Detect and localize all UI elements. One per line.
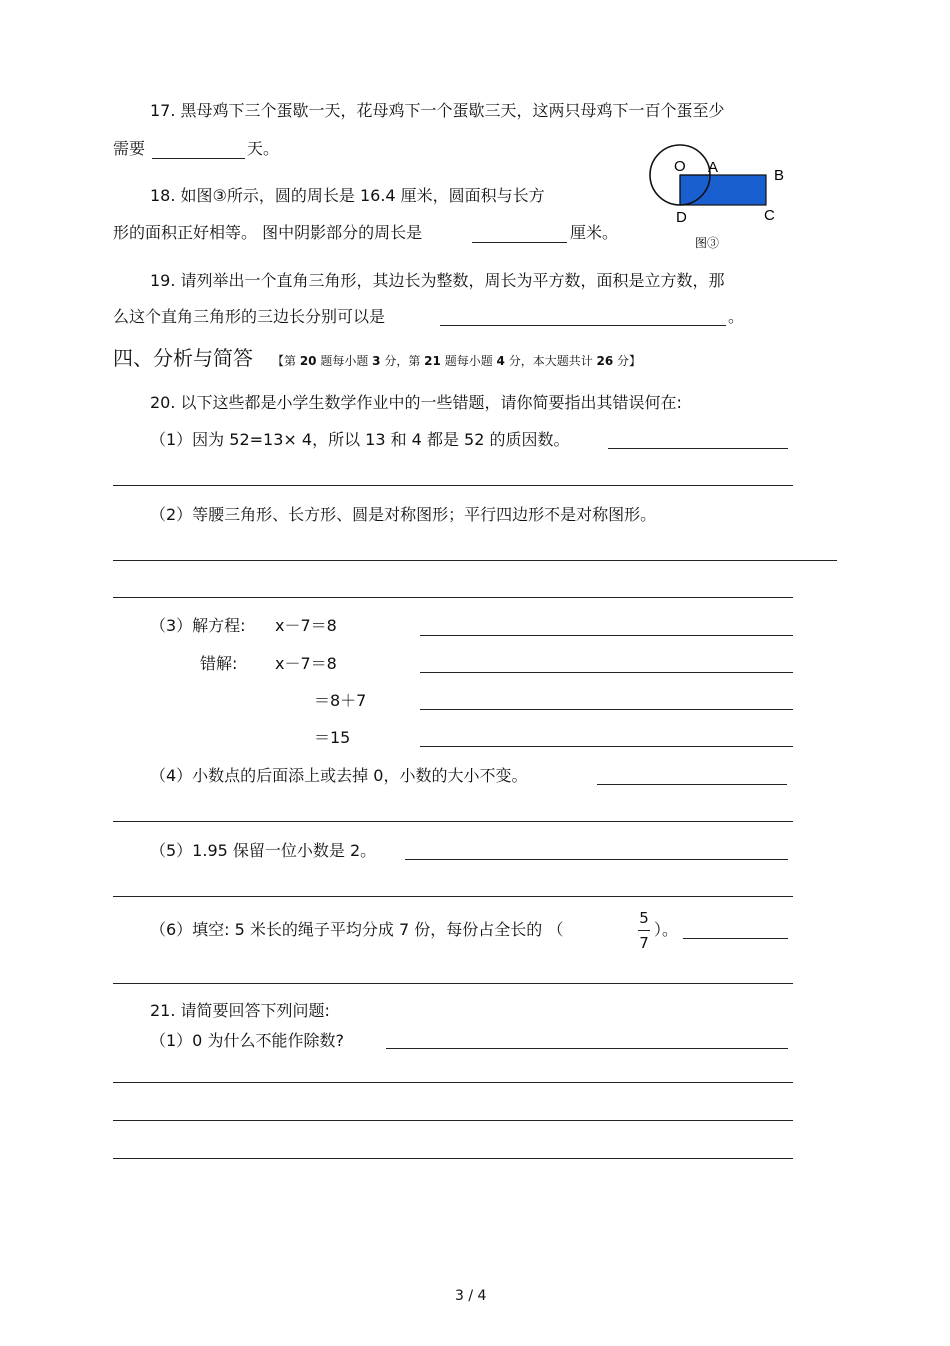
q20-sub6-blank[interactable]	[683, 938, 788, 939]
q20-sub3-wrong-label: 错解:	[200, 654, 238, 673]
note-num: 3	[372, 354, 381, 368]
q20-sub1-text: （1）因为 52=13× 4，所以 13 和 4 都是 52 的质因数。	[150, 430, 570, 449]
q20-sub1-answer-line[interactable]	[113, 485, 793, 486]
q20-sub2-answer-line-1[interactable]	[113, 560, 837, 561]
q17-text-line1: 17. 黑母鸡下三个蛋歇一天，花母鸡下一个蛋歇三天，这两只母鸡下一百个蛋至少	[150, 101, 725, 120]
q20-sub2-text: （2）等腰三角形、长方形、圆是对称图形；平行四边形不是对称图形。	[150, 505, 657, 524]
note-num: 20	[299, 354, 317, 368]
fraction-bar	[638, 930, 650, 931]
fraction-denominator: 7	[639, 934, 649, 952]
q20-sub3-answer-line-3[interactable]	[420, 709, 793, 710]
q21-sub1-blank[interactable]	[386, 1048, 788, 1049]
section-4-scoring-note	[272, 351, 641, 371]
q20-sub6-answer-line[interactable]	[113, 983, 793, 984]
q17-text-pre: 需要	[113, 139, 146, 158]
note-part: 分，第	[380, 354, 425, 368]
figure-3-diagram	[640, 140, 800, 260]
note-part: 题每小题	[440, 354, 497, 368]
q18-answer-blank[interactable]	[472, 242, 567, 243]
q21-answer-line-3[interactable]	[113, 1158, 793, 1159]
q20-sub3-wrong-step2: ＝8＋7	[314, 691, 367, 710]
label-a: A	[708, 159, 719, 176]
q21-intro: 21. 请简要回答下列问题:	[150, 1001, 330, 1020]
q20-sub5-blank[interactable]	[405, 859, 788, 860]
q20-sub4-blank[interactable]	[597, 784, 787, 785]
note-num: 21	[424, 354, 441, 368]
q20-sub6-text-post: ）。	[654, 920, 679, 939]
q20-sub6-text: （6）填空: 5 米长的绳子平均分成 7 份，每份占全长的 （	[150, 920, 564, 939]
q20-sub3-answer-line-4[interactable]	[420, 746, 793, 747]
q20-sub3-wrong-step3: ＝15	[314, 728, 351, 747]
page-number: 3 / 4	[455, 1288, 487, 1304]
label-o: O	[674, 158, 686, 175]
q19-text-line1: 19. 请列举出一个直角三角形，其边长为整数，周长为平方数，面积是立方数，那	[150, 271, 725, 290]
q20-sub3-label: （3）解方程:	[150, 616, 246, 635]
q21-answer-line-2[interactable]	[113, 1120, 793, 1121]
label-d: D	[676, 209, 687, 226]
q18-text-post: 厘米。	[570, 223, 619, 242]
section-4-title: 四、分析与简答	[113, 346, 253, 370]
note-part: 【第	[272, 354, 300, 368]
q19-text-end: 。	[728, 307, 745, 326]
q20-sub5-text: （5）1.95 保留一位小数是 2。	[150, 841, 377, 860]
q20-sub3-answer-line-2[interactable]	[420, 672, 793, 673]
label-c: C	[764, 207, 775, 224]
label-b: B	[774, 167, 785, 184]
q20-intro: 20. 以下这些都是小学生数学作业中的一些错题，请你简要指出其错误何在:	[150, 393, 682, 412]
note-num: 4	[496, 354, 505, 368]
shaded-rectangle	[680, 175, 766, 205]
note-num: 26	[596, 354, 614, 368]
q21-answer-line-1[interactable]	[113, 1082, 793, 1083]
q20-sub5-answer-line[interactable]	[113, 896, 793, 897]
figure-caption: 图③	[695, 236, 720, 250]
q18-text-line1: 18. 如图③所示，圆的周长是 16.4 厘米，圆面积与长方	[150, 186, 545, 205]
q20-sub4-text: （4）小数点的后面添上或去掉 0，小数的大小不变。	[150, 766, 528, 785]
q21-sub1-text: （1）0 为什么不能作除数?	[150, 1031, 344, 1050]
q17-text-post: 天。	[247, 139, 280, 158]
fraction-numerator: 5	[639, 909, 649, 927]
q20-sub4-answer-line[interactable]	[113, 821, 793, 822]
q20-sub3-wrong-step1: x－7＝8	[275, 654, 337, 673]
q20-sub3-answer-line-1[interactable]	[420, 635, 793, 636]
q17-answer-blank[interactable]	[152, 158, 245, 159]
note-part: 题每小题	[316, 354, 373, 368]
q20-sub1-blank[interactable]	[608, 448, 788, 449]
q19-text-line2: 么这个直角三角形的三边长分别可以是	[113, 307, 386, 326]
q19-answer-blank[interactable]	[440, 325, 726, 326]
note-part: 分，本大题共计	[504, 354, 597, 368]
q18-text-line2: 形的面积正好相等。 图中阴影部分的周长是	[113, 223, 423, 242]
q20-sub2-answer-line-2[interactable]	[113, 597, 793, 598]
note-part: 分】	[613, 354, 642, 368]
q20-sub3-equation: x－7＝8	[275, 616, 337, 635]
